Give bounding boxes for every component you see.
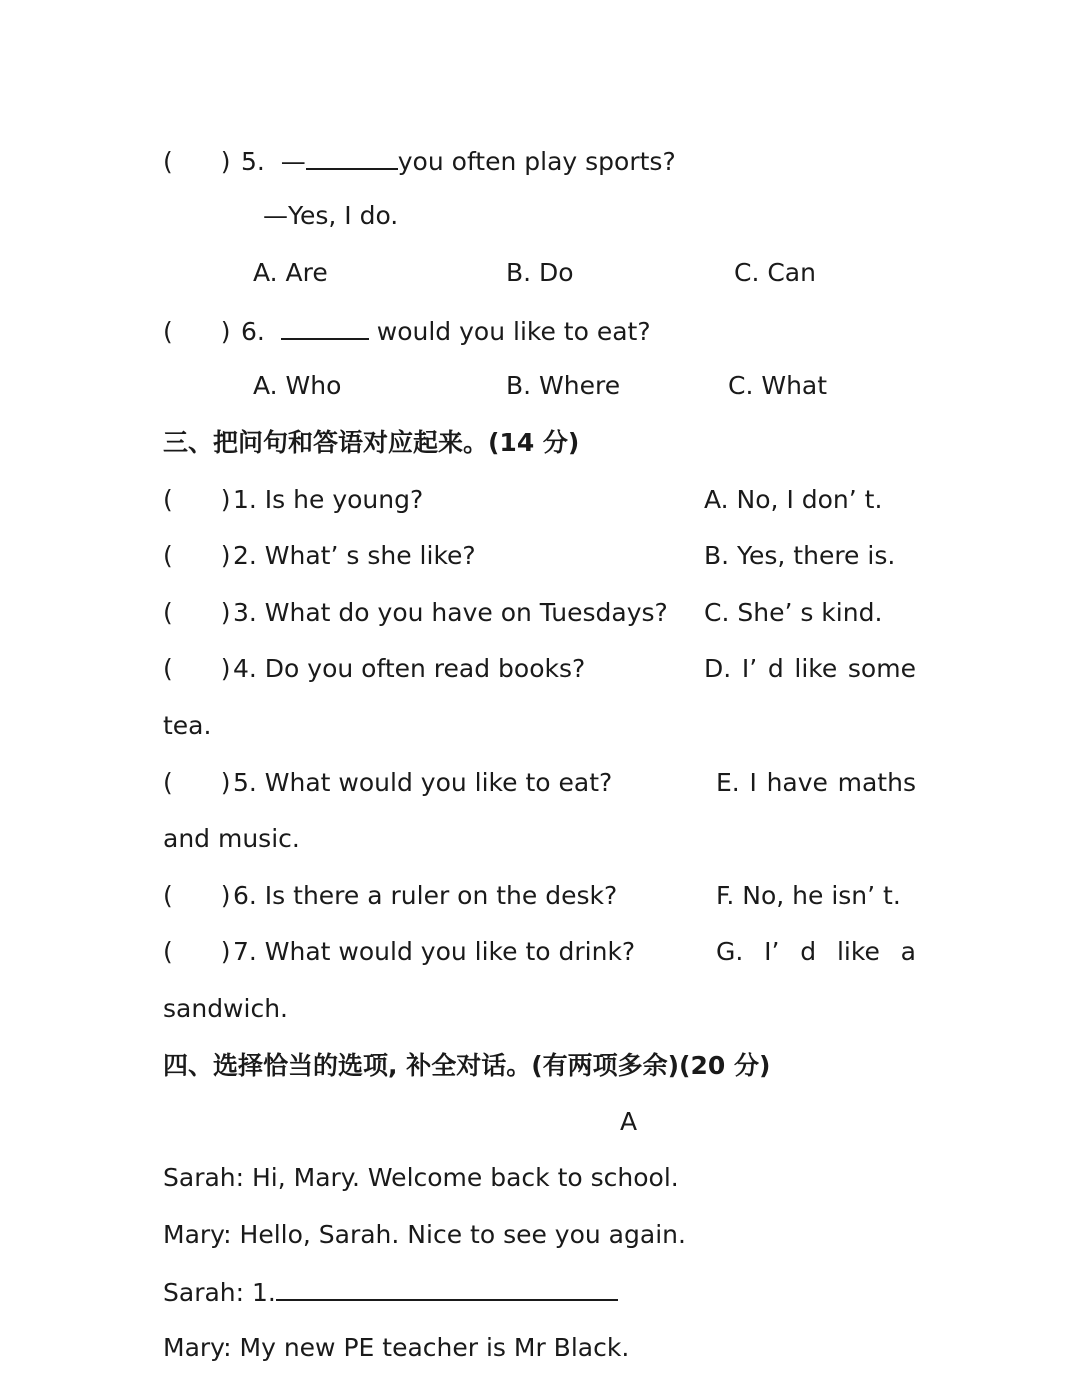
dash: — [280, 147, 306, 176]
option-a: A. Are [253, 258, 328, 287]
paren-open: ( [163, 147, 173, 176]
option-c: C. What [728, 371, 828, 400]
answer-paren[interactable] [163, 540, 233, 572]
answer-paren[interactable] [163, 146, 233, 178]
answer-f: F. No, he isn’ t. [716, 881, 901, 910]
answer-c: C. She’ s kind. [704, 598, 883, 627]
paren-open: ( [163, 937, 173, 966]
question-stem: would you like to eat? [376, 317, 651, 346]
match-question-7 [163, 936, 635, 968]
answer-b: B. Yes, there is. [704, 541, 896, 570]
answer-word: E. [716, 768, 740, 797]
answer-word: d [800, 937, 817, 966]
answer-a: A. No, I don’ t. [704, 485, 883, 514]
question-text: 2. What’ s she like? [233, 541, 476, 570]
match-question-2 [163, 540, 476, 572]
option-c: C. Can [734, 258, 816, 287]
answer-e-continued: and music. [163, 824, 300, 853]
question-stem: you often play sports? [397, 147, 676, 176]
paren-close: ) [220, 317, 231, 346]
question-5-line [163, 144, 676, 178]
paren-open: ( [163, 541, 173, 570]
answer-paren[interactable] [163, 316, 233, 348]
dialog-line-2: Mary: Hello, Sarah. Nice to see you again. [163, 1220, 686, 1249]
answer-blank[interactable] [306, 144, 398, 170]
answer-blank[interactable] [281, 314, 369, 340]
answer-word: like [794, 654, 838, 683]
paren-open: ( [163, 881, 173, 910]
answer-word: I [749, 768, 757, 797]
answer-g [716, 936, 916, 968]
paren-open: ( [163, 485, 173, 514]
answer-g-continued: sandwich. [163, 994, 288, 1023]
paren-open: ( [163, 598, 173, 627]
question-text: 4. Do you often read books? [233, 654, 586, 683]
paren-open: ( [163, 768, 173, 797]
answer-paren[interactable] [163, 484, 233, 516]
match-question-6 [163, 880, 617, 912]
answer-word: G. [716, 937, 744, 966]
answer-paren[interactable] [163, 597, 233, 629]
answer-word: have [766, 768, 828, 797]
answer-paren[interactable] [163, 653, 233, 685]
option-b: B. Do [506, 258, 574, 287]
answer-paren[interactable] [163, 936, 233, 968]
paren-close: ) [220, 541, 231, 570]
answer-word: some [847, 654, 916, 683]
answer-word: I’ [741, 654, 758, 683]
dialog-line-3 [163, 1275, 618, 1309]
dialog-line-1: Sarah: Hi, Mary. Welcome back to school. [163, 1163, 679, 1192]
question-text: 3. What do you have on Tuesdays? [233, 598, 668, 627]
paren-close: ) [220, 768, 231, 797]
answer-d-continued: tea. [163, 711, 212, 740]
answer-d [704, 653, 916, 685]
question-text: 7. What would you like to drink? [233, 937, 636, 966]
question-5-reply: —Yes, I do. [263, 201, 399, 230]
question-6-line [163, 314, 651, 348]
question-text: 6. Is there a ruler on the desk? [233, 881, 618, 910]
paren-close: ) [220, 147, 231, 176]
answer-word: d [767, 654, 784, 683]
paren-close: ) [220, 485, 231, 514]
answer-word: I’ [764, 937, 780, 966]
match-question-4 [163, 653, 585, 685]
answer-word: like [836, 937, 880, 966]
answer-e [716, 767, 916, 799]
paren-open: ( [163, 317, 173, 346]
answer-word: a [900, 937, 916, 966]
paren-close: ) [220, 598, 231, 627]
section-label: A [620, 1107, 638, 1136]
dialog-line-4: Mary: My new PE teacher is Mr Black. [163, 1333, 630, 1362]
question-text: 5. What would you like to eat? [233, 768, 613, 797]
option-a: A. Who [253, 371, 342, 400]
question-text: 1. Is he young? [233, 485, 424, 514]
answer-paren[interactable] [163, 880, 233, 912]
question-number: 5. [240, 147, 265, 176]
paren-close: ) [220, 654, 231, 683]
section-3-heading: 三、把问句和答语对应起来。(14 分) [163, 428, 580, 457]
paren-close: ) [220, 881, 231, 910]
answer-word: maths [837, 768, 916, 797]
answer-blank[interactable] [276, 1275, 618, 1301]
paren-open: ( [163, 654, 173, 683]
match-question-3 [163, 597, 668, 629]
section-4-heading: 四、选择恰当的选项, 补全对话。(有两项多余)(20 分) [163, 1051, 771, 1080]
dialog-text: Sarah: 1. [163, 1278, 276, 1307]
question-number: 6. [240, 317, 265, 346]
match-question-1 [163, 484, 423, 516]
option-b: B. Where [506, 371, 621, 400]
answer-paren[interactable] [163, 767, 233, 799]
answer-word: D. [704, 654, 732, 683]
paren-close: ) [220, 937, 231, 966]
match-question-5 [163, 767, 612, 799]
